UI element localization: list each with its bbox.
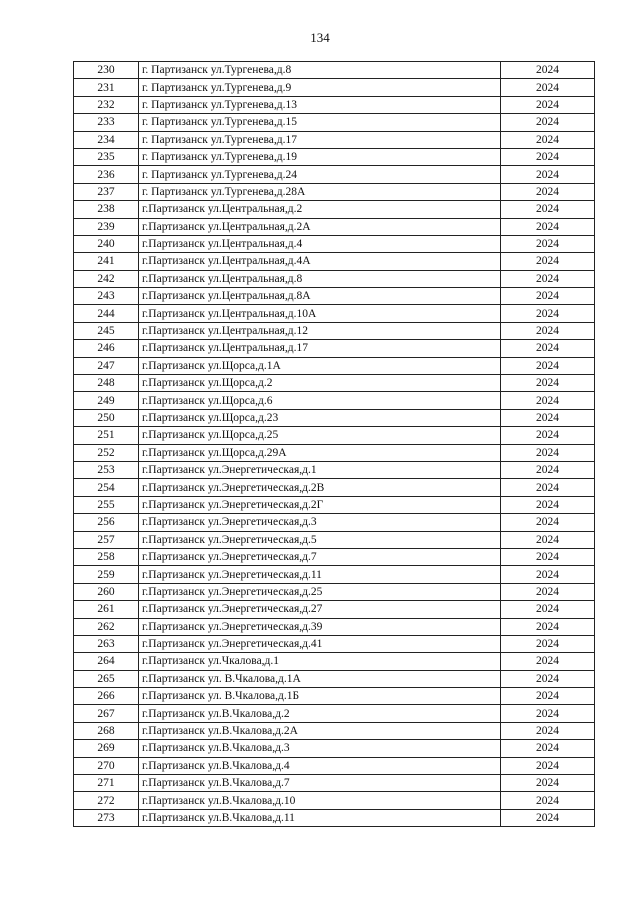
table-row xyxy=(74,688,595,705)
table-row xyxy=(74,792,595,809)
row-number-cell: 230 xyxy=(74,62,139,79)
table-row xyxy=(74,461,595,478)
address-cell: г.Партизанск ул.В.Чкалова,д.4 xyxy=(139,757,501,774)
address-cell: г.Партизанск ул.Центральная,д.17 xyxy=(139,340,501,357)
year-cell: 2024 xyxy=(501,775,595,792)
year-cell: 2024 xyxy=(501,635,595,652)
table-row xyxy=(74,566,595,583)
row-number-cell: 251 xyxy=(74,427,139,444)
page-number: 134 xyxy=(310,30,330,45)
year-cell: 2024 xyxy=(501,705,595,722)
year-cell: 2024 xyxy=(501,270,595,287)
table-body xyxy=(74,62,595,827)
year-cell: 2024 xyxy=(501,548,595,565)
table-row xyxy=(74,775,595,792)
address-cell: г.Партизанск ул.В.Чкалова,д.2А xyxy=(139,722,501,739)
table-row xyxy=(74,427,595,444)
table-row xyxy=(74,270,595,287)
address-cell: г.Партизанск ул.В.Чкалова,д.2 xyxy=(139,705,501,722)
row-number-cell: 262 xyxy=(74,618,139,635)
year-cell: 2024 xyxy=(501,514,595,531)
table-row xyxy=(74,235,595,252)
year-cell: 2024 xyxy=(501,218,595,235)
year-cell: 2024 xyxy=(501,444,595,461)
address-cell: г.Партизанск ул.Щорса,д.23 xyxy=(139,409,501,426)
row-number-cell: 253 xyxy=(74,461,139,478)
address-cell: г.Партизанск ул.Энергетическая,д.39 xyxy=(139,618,501,635)
address-cell: г. Партизанск ул.Тургенева,д.28А xyxy=(139,183,501,200)
address-cell: г.Партизанск ул.В.Чкалова,д.11 xyxy=(139,809,501,826)
address-cell: г. Партизанск ул.Тургенева,д.19 xyxy=(139,148,501,165)
address-cell: г.Партизанск ул.Центральная,д.12 xyxy=(139,322,501,339)
address-cell: г. Партизанск ул.Тургенева,д.8 xyxy=(139,62,501,79)
address-cell: г.Партизанск ул.Энергетическая,д.5 xyxy=(139,531,501,548)
table-row xyxy=(74,62,595,79)
table-row xyxy=(74,166,595,183)
table-row xyxy=(74,392,595,409)
table-row xyxy=(74,79,595,96)
row-number-cell: 241 xyxy=(74,253,139,270)
address-cell: г.Партизанск ул.Центральная,д.8А xyxy=(139,288,501,305)
table-row xyxy=(74,705,595,722)
row-number-cell: 236 xyxy=(74,166,139,183)
address-cell: г.Партизанск ул.Центральная,д.2 xyxy=(139,201,501,218)
table-row xyxy=(74,514,595,531)
table-row xyxy=(74,757,595,774)
address-cell: г.Партизанск ул.Щорса,д.29А xyxy=(139,444,501,461)
row-number-cell: 231 xyxy=(74,79,139,96)
table-row xyxy=(74,444,595,461)
row-number-cell: 244 xyxy=(74,305,139,322)
table-row xyxy=(74,740,595,757)
address-cell: г.Партизанск ул.Центральная,д.4А xyxy=(139,253,501,270)
row-number-cell: 246 xyxy=(74,340,139,357)
address-cell: г. Партизанск ул.Тургенева,д.17 xyxy=(139,131,501,148)
row-number-cell: 234 xyxy=(74,131,139,148)
table-row xyxy=(74,357,595,374)
year-cell: 2024 xyxy=(501,253,595,270)
year-cell: 2024 xyxy=(501,166,595,183)
table-row xyxy=(74,375,595,392)
address-cell: г.Партизанск ул.Энергетическая,д.27 xyxy=(139,601,501,618)
year-cell: 2024 xyxy=(501,601,595,618)
year-cell: 2024 xyxy=(501,722,595,739)
table-row xyxy=(74,635,595,652)
table-row xyxy=(74,253,595,270)
row-number-cell: 254 xyxy=(74,479,139,496)
address-cell: г.Партизанск ул.Энергетическая,д.2Г xyxy=(139,496,501,513)
address-cell: г.Партизанск ул.Центральная,д.10А xyxy=(139,305,501,322)
year-cell: 2024 xyxy=(501,305,595,322)
table-row xyxy=(74,409,595,426)
address-cell: г.Партизанск ул.Энергетическая,д.2В xyxy=(139,479,501,496)
row-number-cell: 256 xyxy=(74,514,139,531)
year-cell: 2024 xyxy=(501,201,595,218)
row-number-cell: 240 xyxy=(74,235,139,252)
table-row xyxy=(74,809,595,826)
address-cell: г.Партизанск ул.Щорса,д.25 xyxy=(139,427,501,444)
row-number-cell: 250 xyxy=(74,409,139,426)
table-row xyxy=(74,496,595,513)
table-row xyxy=(74,601,595,618)
year-cell: 2024 xyxy=(501,809,595,826)
table-row xyxy=(74,218,595,235)
table-row xyxy=(74,618,595,635)
year-cell: 2024 xyxy=(501,618,595,635)
address-cell: г.Партизанск ул.В.Чкалова,д.10 xyxy=(139,792,501,809)
table-row xyxy=(74,670,595,687)
year-cell: 2024 xyxy=(501,183,595,200)
table-row xyxy=(74,305,595,322)
row-number-cell: 272 xyxy=(74,792,139,809)
row-number-cell: 264 xyxy=(74,653,139,670)
year-cell: 2024 xyxy=(501,566,595,583)
year-cell: 2024 xyxy=(501,531,595,548)
year-cell: 2024 xyxy=(501,461,595,478)
row-number-cell: 242 xyxy=(74,270,139,287)
year-cell: 2024 xyxy=(501,288,595,305)
year-cell: 2024 xyxy=(501,496,595,513)
row-number-cell: 247 xyxy=(74,357,139,374)
address-cell: г.Партизанск ул.Центральная,д.2А xyxy=(139,218,501,235)
table-row xyxy=(74,548,595,565)
row-number-cell: 263 xyxy=(74,635,139,652)
table-row xyxy=(74,114,595,131)
year-cell: 2024 xyxy=(501,653,595,670)
table-row xyxy=(74,722,595,739)
year-cell: 2024 xyxy=(501,792,595,809)
table-row xyxy=(74,131,595,148)
address-cell: г.Партизанск ул.Чкалова,д.1 xyxy=(139,653,501,670)
table-row xyxy=(74,653,595,670)
address-cell: г.Партизанск ул.Центральная,д.4 xyxy=(139,235,501,252)
year-cell: 2024 xyxy=(501,235,595,252)
address-cell: г.Партизанск ул. В.Чкалова,д.1Б xyxy=(139,688,501,705)
table-row xyxy=(74,96,595,113)
row-number-cell: 255 xyxy=(74,496,139,513)
year-cell: 2024 xyxy=(501,688,595,705)
year-cell: 2024 xyxy=(501,670,595,687)
table-row xyxy=(74,479,595,496)
row-number-cell: 268 xyxy=(74,722,139,739)
row-number-cell: 270 xyxy=(74,757,139,774)
address-cell: г.Партизанск ул. В.Чкалова,д.1А xyxy=(139,670,501,687)
address-cell: г.Партизанск ул.Щорса,д.2 xyxy=(139,375,501,392)
row-number-cell: 235 xyxy=(74,148,139,165)
table-row xyxy=(74,183,595,200)
row-number-cell: 260 xyxy=(74,583,139,600)
row-number-cell: 239 xyxy=(74,218,139,235)
table-row xyxy=(74,340,595,357)
row-number-cell: 267 xyxy=(74,705,139,722)
row-number-cell: 265 xyxy=(74,670,139,687)
address-cell: г.Партизанск ул.Энергетическая,д.7 xyxy=(139,548,501,565)
row-number-cell: 238 xyxy=(74,201,139,218)
year-cell: 2024 xyxy=(501,740,595,757)
address-cell: г. Партизанск ул.Тургенева,д.9 xyxy=(139,79,501,96)
table-row xyxy=(74,201,595,218)
row-number-cell: 232 xyxy=(74,96,139,113)
address-cell: г. Партизанск ул.Тургенева,д.15 xyxy=(139,114,501,131)
table-row xyxy=(74,583,595,600)
address-cell: г.Партизанск ул.Энергетическая,д.11 xyxy=(139,566,501,583)
year-cell: 2024 xyxy=(501,79,595,96)
year-cell: 2024 xyxy=(501,340,595,357)
year-cell: 2024 xyxy=(501,583,595,600)
year-cell: 2024 xyxy=(501,114,595,131)
year-cell: 2024 xyxy=(501,392,595,409)
address-cell: г.Партизанск ул.Щорса,д.6 xyxy=(139,392,501,409)
table-row xyxy=(74,288,595,305)
year-cell: 2024 xyxy=(501,131,595,148)
row-number-cell: 252 xyxy=(74,444,139,461)
address-cell: г.Партизанск ул.В.Чкалова,д.7 xyxy=(139,775,501,792)
row-number-cell: 258 xyxy=(74,548,139,565)
housing-registry-table xyxy=(73,61,595,827)
row-number-cell: 233 xyxy=(74,114,139,131)
year-cell: 2024 xyxy=(501,148,595,165)
address-cell: г.Партизанск ул.Энергетическая,д.41 xyxy=(139,635,501,652)
year-cell: 2024 xyxy=(501,757,595,774)
address-cell: г.Партизанск ул.Энергетическая,д.25 xyxy=(139,583,501,600)
address-cell: г.Партизанск ул.Центральная,д.8 xyxy=(139,270,501,287)
year-cell: 2024 xyxy=(501,62,595,79)
address-cell: г.Партизанск ул.Энергетическая,д.3 xyxy=(139,514,501,531)
year-cell: 2024 xyxy=(501,96,595,113)
row-number-cell: 249 xyxy=(74,392,139,409)
row-number-cell: 261 xyxy=(74,601,139,618)
year-cell: 2024 xyxy=(501,357,595,374)
address-cell: г.Партизанск ул.Энергетическая,д.1 xyxy=(139,461,501,478)
row-number-cell: 266 xyxy=(74,688,139,705)
address-cell: г.Партизанск ул.В.Чкалова,д.3 xyxy=(139,740,501,757)
row-number-cell: 243 xyxy=(74,288,139,305)
year-cell: 2024 xyxy=(501,479,595,496)
table-row xyxy=(74,322,595,339)
row-number-cell: 257 xyxy=(74,531,139,548)
row-number-cell: 248 xyxy=(74,375,139,392)
year-cell: 2024 xyxy=(501,427,595,444)
address-cell: г.Партизанск ул.Щорса,д.1А xyxy=(139,357,501,374)
row-number-cell: 237 xyxy=(74,183,139,200)
row-number-cell: 273 xyxy=(74,809,139,826)
table-row xyxy=(74,148,595,165)
year-cell: 2024 xyxy=(501,409,595,426)
year-cell: 2024 xyxy=(501,322,595,339)
row-number-cell: 269 xyxy=(74,740,139,757)
year-cell: 2024 xyxy=(501,375,595,392)
table-row xyxy=(74,531,595,548)
row-number-cell: 245 xyxy=(74,322,139,339)
row-number-cell: 271 xyxy=(74,775,139,792)
address-cell: г. Партизанск ул.Тургенева,д.24 xyxy=(139,166,501,183)
row-number-cell: 259 xyxy=(74,566,139,583)
address-cell: г. Партизанск ул.Тургенева,д.13 xyxy=(139,96,501,113)
